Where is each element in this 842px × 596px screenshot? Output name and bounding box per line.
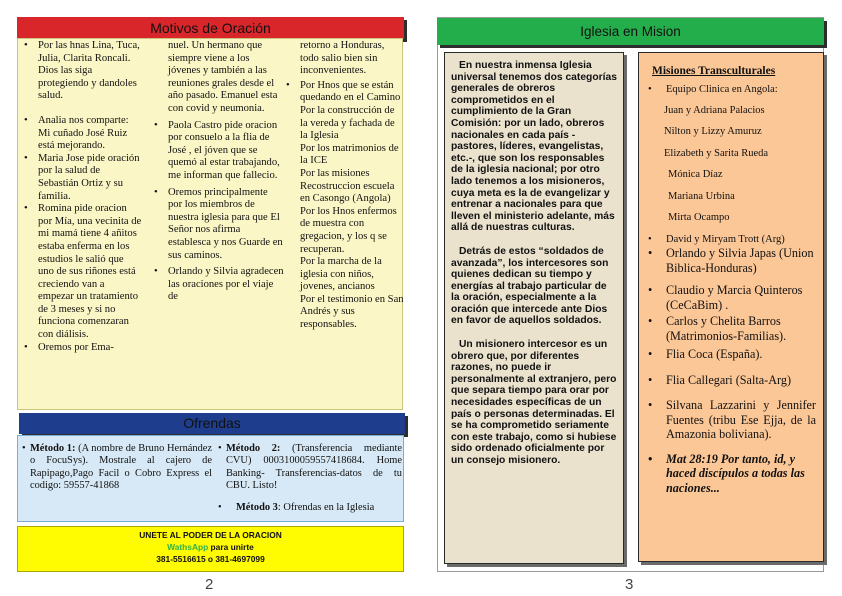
metodo-1-label: Método 1:	[30, 443, 76, 454]
metodo-3-text: : Ofrendas en la Iglesia	[277, 501, 375, 513]
page-number: 3	[625, 576, 634, 593]
angola-team-label: • Equipo Clinica en Angola:	[648, 84, 816, 97]
angola-member: Elizabeth y Sarita Rueda	[664, 147, 769, 159]
missionary-item: • Silvana Lazzarini y Jennifer Fuentes (tribu Ese Ejja, de la Amazonia boliviana).	[648, 398, 816, 442]
prayer-line: Por los matrimonios de la ICE	[300, 142, 399, 167]
unete-suffix: para unirte	[208, 542, 254, 552]
ofrendas-column-2	[218, 443, 402, 514]
prayer-item: • Oremos principalmente por los miembros de nuestra iglesia para que El Señor nos afirma establesca y nos Guarde en sus caminos.	[152, 187, 284, 263]
transculturales-list	[648, 84, 816, 495]
metodo-3	[218, 502, 402, 514]
prayer-line: Por las misiones Recostruccion escuela en Casongo (Angola)	[300, 167, 395, 205]
prayer-line: Por la construcción de la vereda y fachada de la Iglesia	[300, 104, 395, 142]
prayer-item: • Oremos por Ema-	[22, 342, 142, 355]
mision-paragraph: En nuestra inmensa Iglesia universal tenemos dos categorías generales de obreros comprometidos en el cumplimiento de la Gran Comisión: por un lado, obreros nacionales en cada país -pastores, líderes, evangelistas, etc.-, que son los responsables de la iglesia nacional; por otro lado tenemos a los misioneros, cuya meta es la de evangelizar y entrenar a nacionales para que lleven el ministerio adelante, más allá de nuestras culturas.	[451, 60, 617, 234]
prayer-column-1	[22, 40, 142, 354]
unete-title: UNETE AL PODER DE LA ORACION	[139, 530, 282, 540]
prayer-item: • Por las hnas Lina, Tuca, Julia, Clarita Roncali. Dios las siga protegiendo y dandoles salud.	[22, 40, 142, 103]
angola-member: Juan y Adriana Palacios	[664, 104, 765, 116]
metodo-1	[22, 443, 212, 493]
unete-whatsapp-line	[18, 541, 403, 553]
prayer-item: • Por Hnos que se están quedando en el Camino	[284, 80, 404, 105]
metodo-3-label: Método 3	[236, 501, 278, 513]
bible-verse: • Mat 28:19 Por tanto, id, y haced discípulos a todas las naciones...	[648, 452, 816, 496]
prayer-column-3	[284, 40, 404, 332]
angola-member: Mónica Díaz	[668, 169, 723, 180]
missionary-item: • David y Miryam Trott (Arg)	[648, 234, 816, 247]
transculturales-title: Misiones Transculturales	[652, 65, 776, 77]
prayer-item: • Orlando y Silvia agradecen las oraciones por el viaje de	[152, 266, 284, 304]
missionary-item: • Flia Callegari (Salta-Arg)	[648, 373, 816, 388]
prayer-line: Por los Hnos enfermos de muestra con gregacion, y los q se recuperan.	[300, 205, 397, 255]
missionary-item: • Claudio y Marcia Quinteros (CeCaBim) .	[648, 283, 816, 312]
angola-member: Mariana Urbina	[668, 190, 735, 202]
missionary-item: • Flia Coca (España).	[648, 347, 816, 362]
whatsapp-label[interactable]: WathsApp	[167, 542, 209, 552]
prayer-line: Por el testimonio en San Andrés y sus responsables.	[300, 293, 404, 331]
angola-member: Nilton y Lizzy Amuruz	[664, 126, 762, 137]
prayer-line: Por la marcha de la iglesia con niños, jovenes, ancianos	[300, 256, 382, 293]
prayer-item-continued: nuel. Un hermano que siempre viene a los jóvenes y también a las reuniones grales desde el año pasado. Emanuel esta con covid y neumonia.	[168, 40, 278, 114]
prayer-column-2	[152, 40, 284, 304]
prayer-item-continued: retorno a Honduras, todo salio bien sin inconvenientes.	[300, 40, 385, 77]
metodo-1-text: (A nombre de Bruno Hernández o FocuSys). Mostrale al cajero de Rapipago,Pago Facil o Cobro Express el codigo: 59557-41868	[30, 443, 212, 492]
mision-text	[451, 60, 617, 479]
metodo-2	[218, 443, 402, 493]
unete-box	[17, 526, 404, 572]
mision-section-title: Iglesia en Mision	[437, 18, 824, 45]
prayer-section-title: Motivos de Oración	[17, 17, 404, 39]
prayer-item: • Analia nos comparte: Mi cuñado José Ruiz está mejorando.	[22, 115, 142, 153]
angola-member: Mirta Ocampo	[668, 212, 730, 223]
ofrendas-section-title: Ofrendas	[19, 413, 405, 434]
missionary-item: • Carlos y Chelita Barros (Matrimonios-Familias).	[648, 314, 816, 343]
metodo-2-label: Método 2:	[226, 443, 281, 454]
prayer-item: • Paola Castro pide oracion por consuelo a la flia de José , el jóven que se quemó al estar trabajando, me informan que fallecio.	[152, 120, 284, 183]
metodo-2-text: (Transferencia mediante CVU) 0003100059557418684. Home Banking- Transferencias-datos de tu CBU. Listo!	[226, 443, 402, 492]
missionary-item: • Orlando y Silvia Japas (Union Biblica-Honduras)	[648, 246, 816, 275]
prayer-item: • Maria Jose pide oración por la salud de Sebastián Ortiz y su familia.	[22, 153, 142, 203]
mision-paragraph: Un misionero intercesor es un obrero que, por diferentes razones, no puede ir personalmente al extranjero, pero que separa tiempo para orar por necesidades específicas de un país o personas determinadas. El se ha comprometido seriamente con este trabajo, como si hubiese sido ordenado oficialmente por un consejo misionero.	[451, 339, 617, 466]
page-number: 2	[205, 576, 214, 593]
mision-paragraph: Detrás de estos “soldados de avanzada”, los intercesores son quienes dedican su tiempo y energías al trabajo particular de la oración, especialmente a la oración que intercede ante Dios en favor de aquellos soldados.	[451, 245, 609, 327]
ofrendas-column-1	[22, 443, 212, 493]
unete-phones: 381-5516615 o 381-4697099	[156, 554, 265, 564]
prayer-item: • Romina pide oracion por Mía, una vecinita de mi mamá tiene 4 añitos estaba enferma en los estudios le salió que uno de sus riñones está creciendo van a empezar un tratamiento de 3 meses y si no funciona comenzaran con diálisis.	[22, 203, 142, 342]
